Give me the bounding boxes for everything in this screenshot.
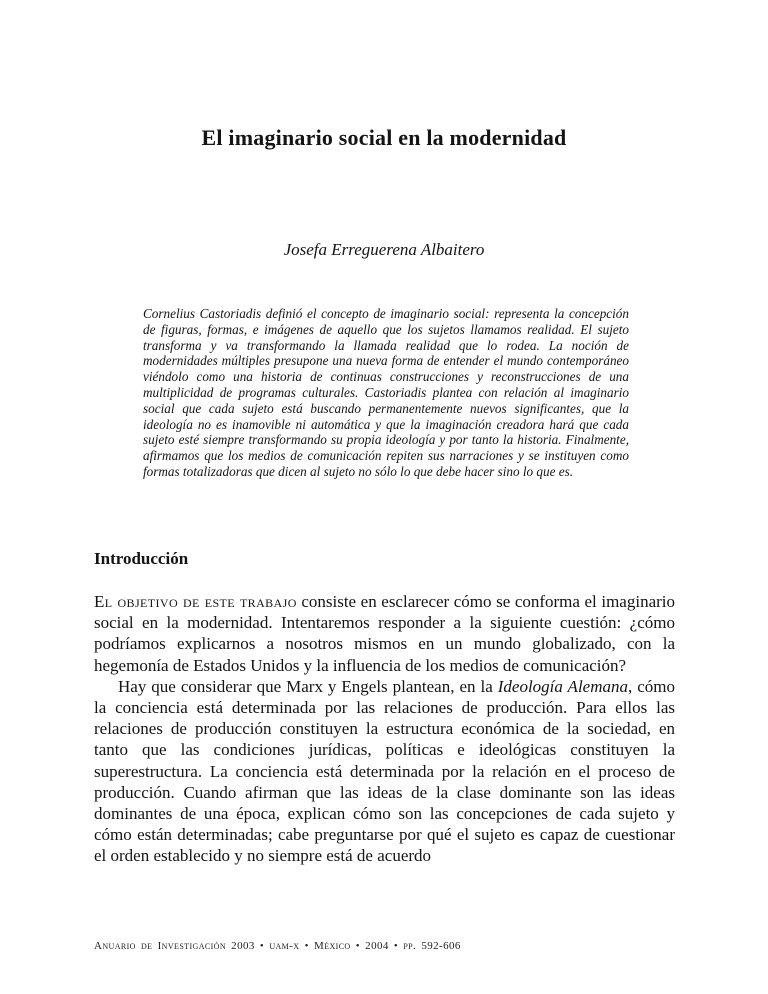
paragraph-1: [94, 591, 675, 676]
paragraph-1-smallcaps-lead: El objetivo de este trabajo: [94, 592, 297, 611]
article-author: Josefa Erreguerena Albaitero: [283, 240, 485, 259]
italic-text-segment: Ideología Alemana: [497, 676, 628, 696]
body-text: [94, 591, 675, 867]
text-segment: Hay que considerar que Marx y Engels plantean, en la: [118, 676, 498, 696]
abstract-paragraph: Cornelius Castoriadis definió el concepto de imaginario social: representa la concepción de figuras, formas, e imágenes de aquello que los sujetos llamamos realidad. El sujeto transforma y va transformando la llamada realidad que lo rodea. La noción de modernidades múltiples presupone una nueva forma de entender el mundo contemporáneo viéndolo como una historia de continuas construcciones y reconstrucciones de una multiplicidad de programas culturales. Castoriadis plantea con relación al imaginario social que cada sujeto está buscando permanentemente nuevos significantes, que la ideología no es inamovible ni automática y que la imaginación creadora hará que cada sujeto esté siempre transformando su propia ideología y por tanto la historia. Finalmente, afirmamos que los medios de comunicación repiten sus narraciones y se instituyen como formas totalizadoras que dicen al sujeto no sólo lo que debe hacer sino lo que es.: [143, 306, 629, 479]
article-title: El imaginario social en la modernidad: [201, 125, 567, 150]
paragraph-1-body: consiste en esclarecer cómo se conforma el imaginario social en la modernidad. Intentaremos responder a la siguiente cuestión: ¿cómo podríamos explicarnos a nosotros mismos en un mundo globalizado, con la hegemonía de Estados Unidos y la influencia de los medios de comunicación?: [94, 592, 675, 675]
section-heading-introduccion: Introducción: [94, 549, 189, 568]
paragraph-2: [94, 676, 675, 867]
text-segment: , cómo la conciencia está determinada por las relaciones de producción. Para ellos las relaciones de producción constituyen la estructura económica de la sociedad, en tanto que las condiciones jurídicas, políticas e ideológicas constituyen la superestructura. La conciencia está determinada por la relación en el proceso de producción. Cuando afirman que las ideas de la clase dominante son las ideas dominantes de una época, explican cómo son las concepciones de cada sujeto y cómo están determinadas; cabe preguntarse por qué el sujeto es capaz de cuestionar el orden establecido y no siempre está de acuerdo: [94, 676, 675, 866]
page-footer: Anuario de Investigación 2003 • uam-x • México • 2004 • pp. 592-606: [94, 940, 461, 952]
